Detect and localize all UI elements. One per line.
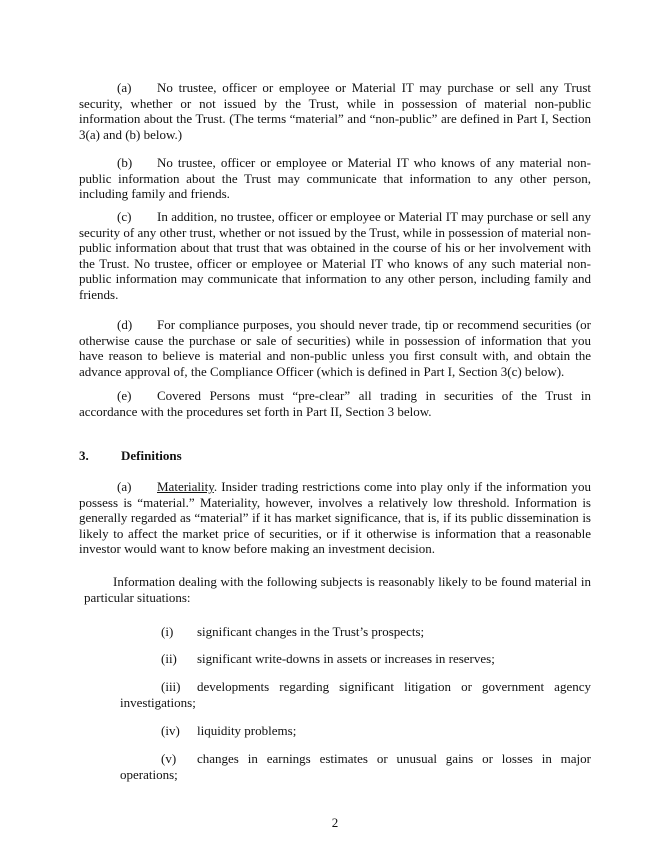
list-text: significant changes in the Trust’s prospects;: [197, 624, 425, 639]
intro-paragraph: Information dealing with the following subjects is reasonably likely to be found material in particular situations:: [84, 574, 591, 605]
paragraph-text: No trustee, officer or employee or Material IT who knows of any material non-public information about the Trust may communicate that information to any other person, including family and friends.: [79, 155, 591, 201]
list-text: developments regarding significant litigation or government agency investigations;: [120, 679, 591, 710]
paragraph-label: (a): [117, 80, 132, 95]
list-label: (iii): [161, 679, 181, 694]
paragraph-text: No trustee, officer or employee or Material IT may purchase or sell any Trust security, whether or not issued by the Trust, while in possession of material non-public information about the Trust. (The terms “material” and “non-public” are defined in Part I, Section 3(a) and (b) below.): [79, 80, 591, 142]
list-label: (i): [161, 624, 174, 639]
list-text: changes in earnings estimates or unusual gains or losses in major operations;: [120, 751, 591, 782]
section-title: Definitions: [121, 448, 182, 463]
defined-term: Materiality: [157, 479, 214, 494]
list-item: [120, 751, 591, 782]
paragraph-d: [79, 317, 591, 379]
paragraph-label: (a): [117, 479, 132, 494]
paragraph-text: For compliance purposes, you should never trade, tip or recommend securities (or otherwise cause the purchase or sale of securities) while in possession of information that you have reason to believe is material and non-public unless you first consult with, and obtain the advance approval of, the Compliance Officer (which is defined in Part I, Section 3(c) below).: [79, 317, 591, 379]
paragraph-label: (b): [117, 155, 133, 170]
paragraph-label: (e): [117, 388, 132, 403]
paragraph-text: Covered Persons must “pre-clear” all trading in securities of the Trust in accordance with the procedures set forth in Part II, Section 3 below.: [79, 388, 591, 419]
paragraph-label: (c): [117, 209, 132, 224]
section-number: 3.: [79, 448, 89, 463]
paragraph-b: [79, 155, 591, 202]
list-item: [120, 651, 591, 667]
list-item: [120, 723, 591, 739]
list-label: (ii): [161, 651, 177, 666]
list-text: significant write-downs in assets or increases in reserves;: [197, 651, 495, 666]
page-number: 2: [331, 815, 339, 830]
paragraph-label: (d): [117, 317, 133, 332]
paragraph-text: . Insider trading restrictions come into play only if the information you possess is “material.” Materiality, however, involves a relatively low threshold. Information is generally regarded as “material” if it has market significance, that is, if its public dissemination is likely to affect the market price of securities, or if it otherwise is information that a reasonable investor would want to know before making an investment decision.: [79, 479, 591, 556]
list-item: [120, 679, 591, 710]
paragraph-text: In addition, no trustee, officer or employee or Material IT may purchase or sell any security of any other trust, whether or not issued by the Trust, while in possession of material non-public information about that trust that was obtained in the course of his or her involvement with the Trust. No trustee, officer or employee or Material IT who knows of any such material non-public information may communicate that information to any other person, including family and friends.: [79, 209, 591, 302]
list-label: (iv): [161, 723, 180, 738]
paragraph-c: [79, 209, 591, 302]
paragraph-a: [79, 80, 591, 142]
paragraph-e: [79, 388, 591, 419]
list-label: (v): [161, 751, 177, 766]
list-item: [120, 624, 591, 640]
list-text: liquidity problems;: [197, 723, 297, 738]
definition-materiality: [79, 479, 591, 557]
section-heading: [79, 448, 182, 464]
